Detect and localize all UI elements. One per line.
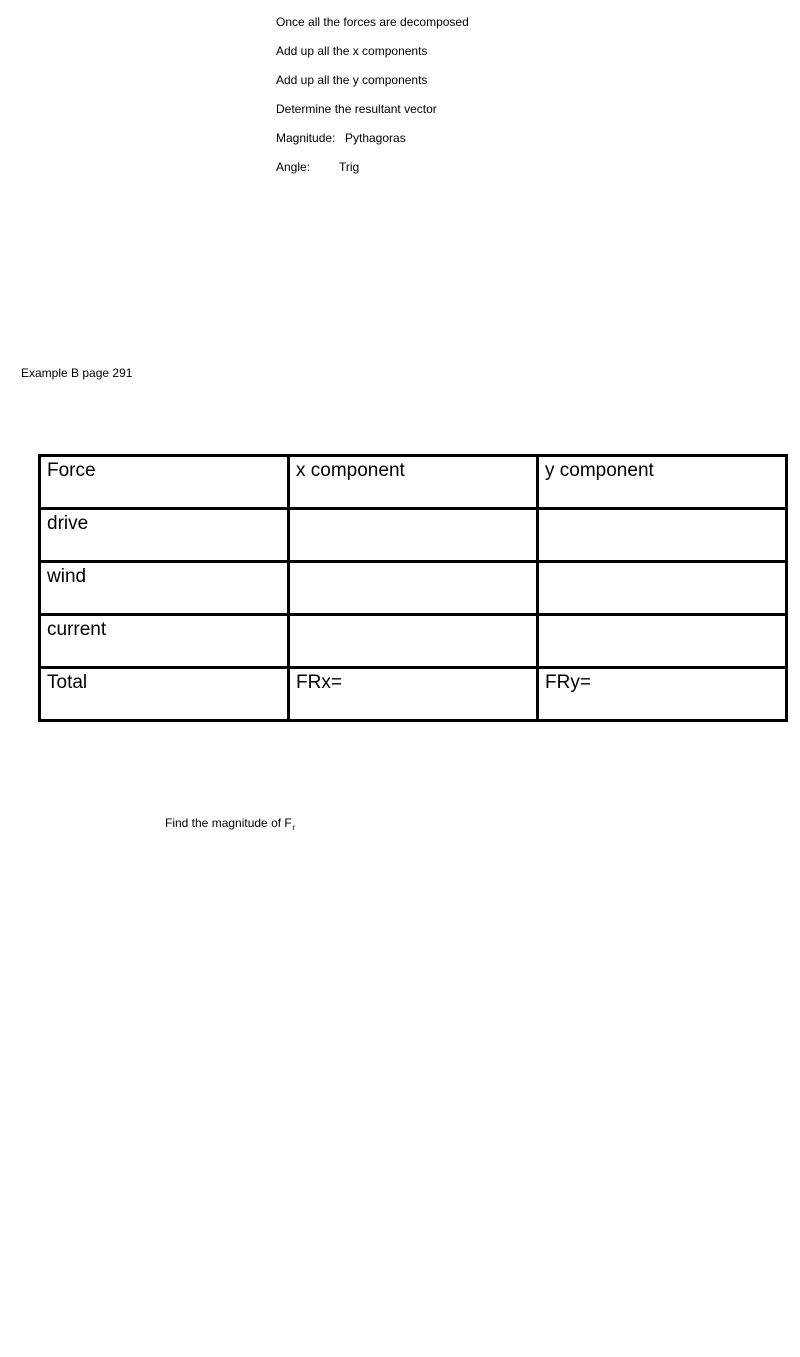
find-magnitude-prompt	[165, 816, 295, 835]
y-component-cell	[538, 562, 787, 615]
header-force: Force	[40, 456, 289, 509]
header-x-component: x component	[289, 456, 538, 509]
force-components-table	[38, 454, 788, 722]
example-label: Example B page 291	[21, 366, 133, 380]
step-magnitude	[276, 131, 469, 160]
find-text: Find the magnitude of F	[165, 816, 292, 830]
x-component-cell	[289, 509, 538, 562]
step-add-y: Add up all the y components	[276, 73, 428, 87]
step-angle	[276, 160, 469, 189]
table-row	[40, 562, 787, 615]
angle-method: Trig	[339, 160, 360, 174]
step-decompose: Once all the forces are decomposed	[276, 15, 469, 29]
step-add-x: Add up all the x components	[276, 44, 428, 58]
total-label: Total	[40, 668, 289, 721]
x-component-cell	[289, 562, 538, 615]
table-header-row	[40, 456, 787, 509]
magnitude-method: Pythagoras	[345, 131, 406, 145]
table-row	[40, 509, 787, 562]
y-component-cell	[538, 615, 787, 668]
table-total-row	[40, 668, 787, 721]
force-name: current	[40, 615, 289, 668]
step-resultant: Determine the resultant vector	[276, 102, 437, 116]
find-subscript: r	[292, 823, 296, 832]
procedure-steps	[276, 15, 469, 189]
total-y-cell: FRy=	[538, 668, 787, 721]
force-name: drive	[40, 509, 289, 562]
x-component-cell	[289, 615, 538, 668]
header-y-component: y component	[538, 456, 787, 509]
force-name: wind	[40, 562, 289, 615]
angle-label: Angle:	[276, 160, 311, 174]
total-x-cell: FRx=	[289, 668, 538, 721]
table-row	[40, 615, 787, 668]
y-component-cell	[538, 509, 787, 562]
magnitude-label: Magnitude:	[276, 131, 336, 145]
